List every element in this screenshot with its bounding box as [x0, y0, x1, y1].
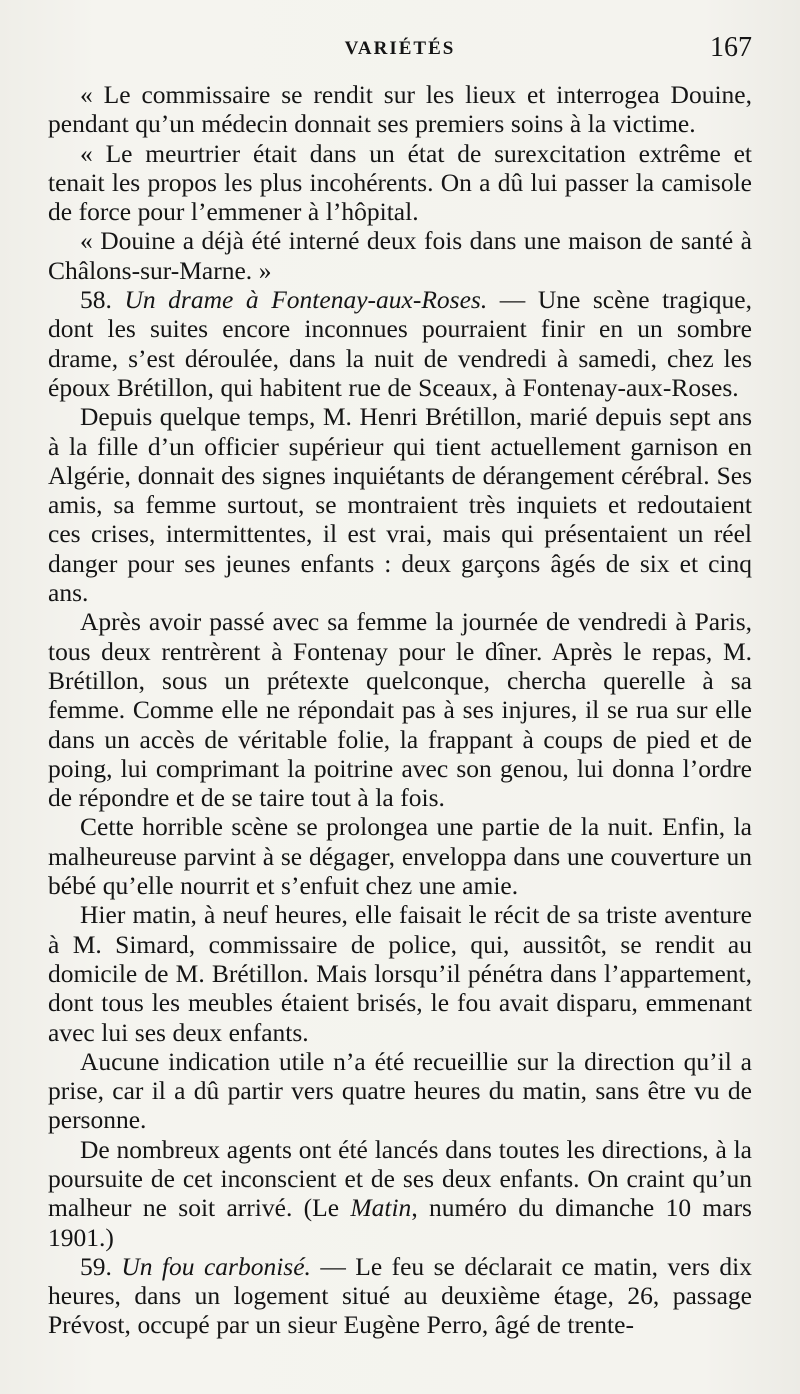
entry-text: — Le feu se déclarait ce matin, vers dix heures, dans un logement situé au deuxième étage, 26, passage Prévost, occupé par un sieur Eugène Perro, âgé de trente- [48, 1251, 753, 1340]
quoted-paragraph: « Le commissaire se rendit sur les lieux et interrogea Douine, pendant qu’un médecin donnait ses premiers soins à la victime. [48, 80, 752, 139]
entry-title: Un fou carbonisé. [121, 1251, 311, 1281]
entry-number: 58. [80, 285, 112, 315]
running-head [48, 32, 752, 80]
entry-title: Un drame à Fontenay-aux-Roses. [124, 285, 488, 315]
source-text-after: , numéro du dimanche 10 mars 1901.) [48, 1193, 752, 1252]
source-paragraph [48, 1135, 752, 1252]
quoted-paragraph: « Douine a déjà été interné deux fois dans une maison de santé à Châlons-sur-Marne. » [48, 226, 752, 285]
body-paragraph: Aucune indication utile n’a été recueillie sur la direction qu’il a prise, car il a dû partir vers quatre heures du matin, sans être vu de personne. [48, 1046, 752, 1135]
entry-text: — Une scène tragique, dont les suites encore inconnues pourraient finir en un sombre drame, s’est déroulée, dans la nuit de vendredi à samedi, chez les époux Brétillon, qui habitent rue de Sceaux, à Fontenay-aux-Roses. [48, 285, 753, 402]
source-title: Matin [350, 1193, 412, 1223]
page-text [48, 80, 752, 1340]
running-title: VARIÉTÉS [344, 38, 456, 59]
body-paragraph: Cette horrible scène se prolongea une partie de la nuit. Enfin, la malheureuse parvint à se dégager, enveloppa dans une couverture un bébé qu’elle nourrit et s’enfuit chez une amie. [48, 812, 752, 901]
quoted-paragraph: « Le meurtrier était dans un état de surexcitation extrême et tenait les propos les plus incohérents. On a dû lui passer la camisole de force pour l’emmener à l’hôpital. [48, 138, 752, 227]
entry-59-paragraph [48, 1252, 752, 1340]
body-paragraph: Hier matin, à neuf heures, elle faisait le récit de sa triste aventure à M. Simard, commissaire de police, qui, aussitôt, se rendit au domicile de M. Brétillon. Mais lorsqu’il pénétra dans l’appartement, dont tous les meubles étaient brisés, le fou avait disparu, emmenant avec lui ses deux enfants. [48, 900, 752, 1047]
page-number: 167 [710, 32, 752, 63]
entry-58-paragraph [48, 285, 752, 402]
body-paragraph: Depuis quelque temps, M. Henri Brétillon, marié depuis sept ans à la fille d’un officier supérieur qui tient actuellement garnison en Algérie, donnait des signes inquiétants de dérangement cérébral. Ses amis, sa femme surtout, se montraient très inquiets et redoutaient ces crises, intermittentes, il est vrai, mais qui présentaient un réel danger pour ses jeunes enfants : deux garçons âgés de six et cinq ans. [48, 402, 752, 608]
body-paragraph: Après avoir passé avec sa femme la journée de vendredi à Paris, tous deux rentrèrent à Fontenay pour le dîner. Après le repas, M. Brétillon, sous un prétexte quelconque, chercha querelle à sa femme. Comme elle ne répondait pas à ses injures, il se rua sur elle dans un accès de véritable folie, la frappant à coups de pied et de poing, lui comprimant la poitrine avec son genou, lui donna l’ordre de répondre et de se taire tout à la fois. [48, 607, 752, 813]
entry-number: 59. [80, 1251, 112, 1281]
source-text-before: De nombreux agents ont été lancés dans toutes les directions, à la poursuite de cet inconscient et de ses deux enfants. On craint qu’un malheur ne soit arrivé. (Le [48, 1134, 752, 1223]
